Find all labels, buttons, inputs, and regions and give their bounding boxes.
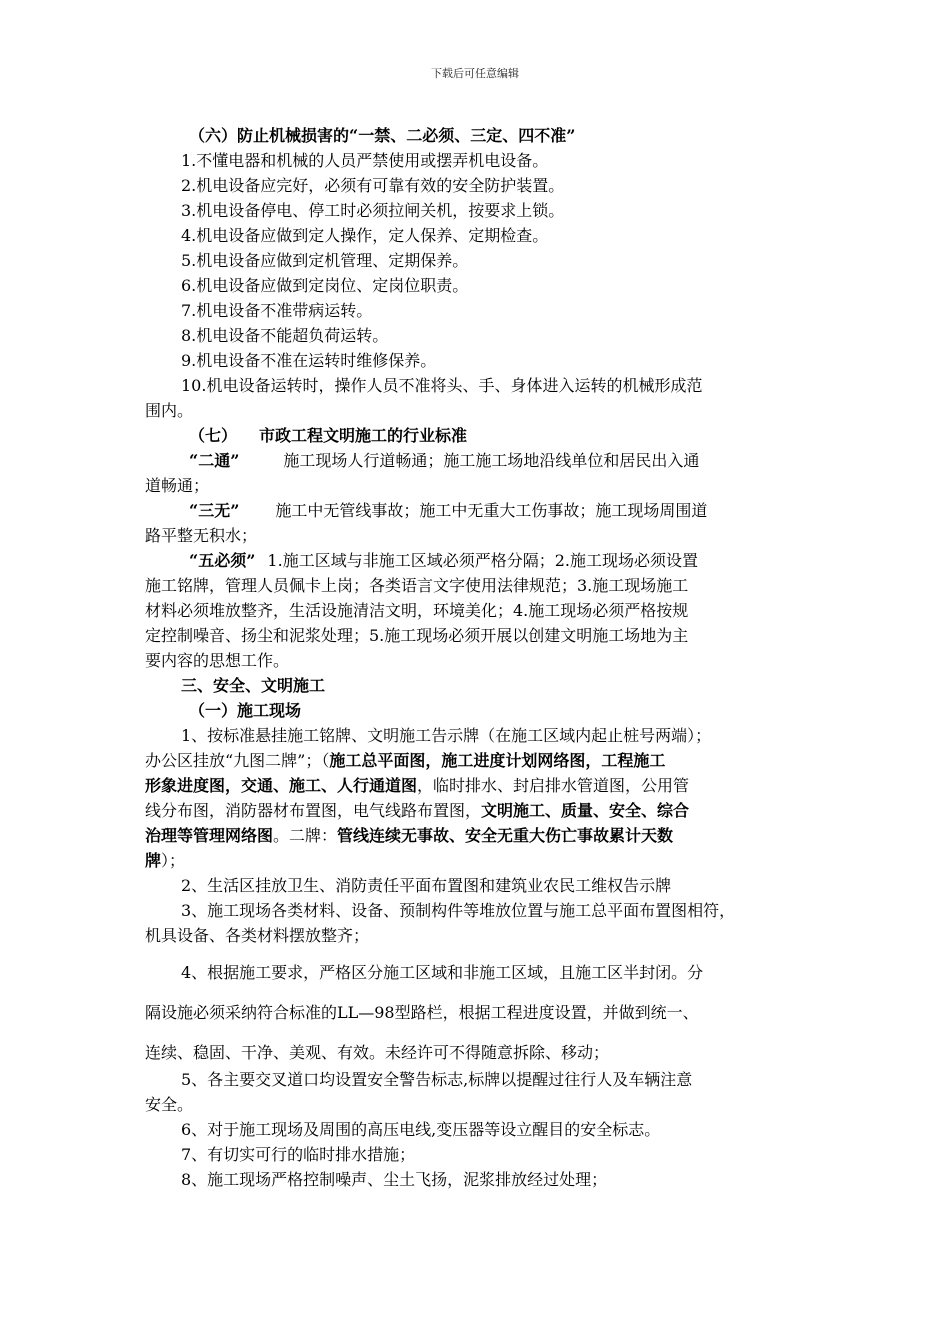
paragraph-line: 3、施工现场各类材料、设备、预制构件等堆放位置与施工总平面布置图相符， [181,901,736,920]
part-title: 三、安全、文明施工 [181,676,326,695]
text-run: 线分布图，消防器材布置图，电气线路布置图， [145,801,482,820]
text-run: ）； [161,851,186,870]
list-item: 7.机电设备不准带病运转。 [181,301,373,320]
paragraph-line: 2、生活区挂放卫生、消防责任平面布置图和建筑业农民工维权告示牌 [181,876,672,895]
list-item: 8.机电设备不能超负荷运转。 [181,326,389,345]
page-header: 下载后可任意编辑 [431,67,519,80]
paragraph-line [145,799,689,823]
paragraph-line: 机具设备、各类材料摆放整齐； [145,926,370,945]
paragraph-line [145,824,673,848]
standard-text-continuation: 施工铭牌，管理人员佩卡上岗；各类语言文字使用法律规范；3.施工现场施工 [145,576,689,595]
list-item: 2.机电设备应完好，必须有可靠有效的安全防护装置。 [181,176,565,195]
list-item: 4.机电设备应做到定人操作，定人保养、定期检查。 [181,226,549,245]
bold-run: 管线连续无事故、安全无重大伤亡事故累计天数 [337,826,674,845]
list-item: 1.不懂电器和机械的人员严禁使用或摆弄机电设备。 [181,151,549,170]
text-run: ，临时排水、封启排水管道图，公用管 [417,776,690,795]
standard-label: “五必须” [189,551,256,570]
standard-text-continuation: 路平整无积水； [145,526,258,545]
list-item: 5.机电设备应做到定机管理、定期保养。 [181,251,469,270]
section-title-text: 市政工程文明施工的行业标准 [259,426,468,445]
paragraph-line: 6、对于施工现场及周围的高压电线,变压器等设立醒目的安全标志。 [181,1120,661,1139]
list-item: 3.机电设备停电、停工时必须拉闸关机，按要求上锁。 [181,201,565,220]
standard-text-continuation: 要内容的思想工作。 [145,651,290,670]
bold-run: 形象进度图，交通、施工、人行通道图 [145,776,418,795]
bold-run: 治理等管理网络图 [145,826,274,845]
standard-sanwu [189,499,707,523]
text-run: 。二牌： [273,826,338,845]
paragraph-line: 5、各主要交叉道口均设置安全警告标志,标牌以提醒过往行人及车辆注意 [181,1070,693,1089]
standard-ertong [189,449,699,473]
paragraph-line [145,749,665,773]
standard-text: 施工中无管线事故；施工中无重大工伤事故；施工现场周围道 [275,501,708,520]
paragraph-line: 安全。 [145,1095,194,1114]
bold-run: 文明施工、质量、安全、综合 [481,801,690,820]
standard-text: 施工现场人行道畅通；施工施工场地沿线单位和居民出入通 [283,451,700,470]
paragraph-line: 4、根据施工要求，严格区分施工区域和非施工区域，且施工区半封闭。分 [181,963,704,982]
list-item: 10.机电设备运转时，操作人员不准将头、手、身体进入运转的机械形成范 [181,376,703,395]
standard-wubixu [189,549,698,573]
list-item: 6.机电设备应做到定岗位、定岗位职责。 [181,276,469,295]
section-title: （六）防止机械损害的“一禁、二必须、三定、四不准” [189,126,576,145]
subsection-title: （一）施工现场 [189,701,302,720]
list-item-continuation: 围内。 [145,401,194,420]
bold-run: 牌 [145,851,162,870]
paragraph-line: 8、施工现场严格控制噪声、尘土飞扬，泥浆排放经过处理； [181,1170,608,1189]
standard-text-continuation: 定控制噪音、扬尘和泥浆处理；5.施工现场必须开展以创建文明施工场地为主 [145,626,689,645]
section-title [189,424,467,448]
paragraph-line: 连续、稳固、干净、美观、有效。未经许可不得随意拆除、移动； [145,1043,610,1062]
bold-run: 施工总平面图，施工进度计划网络图，工程施工 [329,751,666,770]
standard-text: 1.施工区域与非施工区域必须严格分隔；2.施工现场必须设置 [267,551,698,570]
paragraph-line: 7、有切实可行的临时排水措施； [181,1145,416,1164]
paragraph-line [145,849,185,873]
standard-text-continuation: 道畅通； [145,476,210,495]
paragraph-line: 1、按标准悬挂施工铭牌、文明施工告示牌（在施工区域内起止桩号两端）； [181,726,712,745]
text-run: 办公区挂放“九图二牌”；（ [145,751,330,770]
paragraph-line [145,774,689,798]
standard-text-continuation: 材料必须堆放整齐，生活设施清洁文明，环境美化；4.施工现场必须严格按规 [145,601,689,620]
standard-label: “二通” [189,451,240,470]
list-item: 9.机电设备不准在运转时维修保养。 [181,351,437,370]
section-number: （七） [189,426,238,445]
standard-label: “三无” [189,501,240,520]
paragraph-line: 隔设施必须采纳符合标准的LL—98型路栏，根据工程进度设置，并做到统一、 [145,1003,699,1022]
